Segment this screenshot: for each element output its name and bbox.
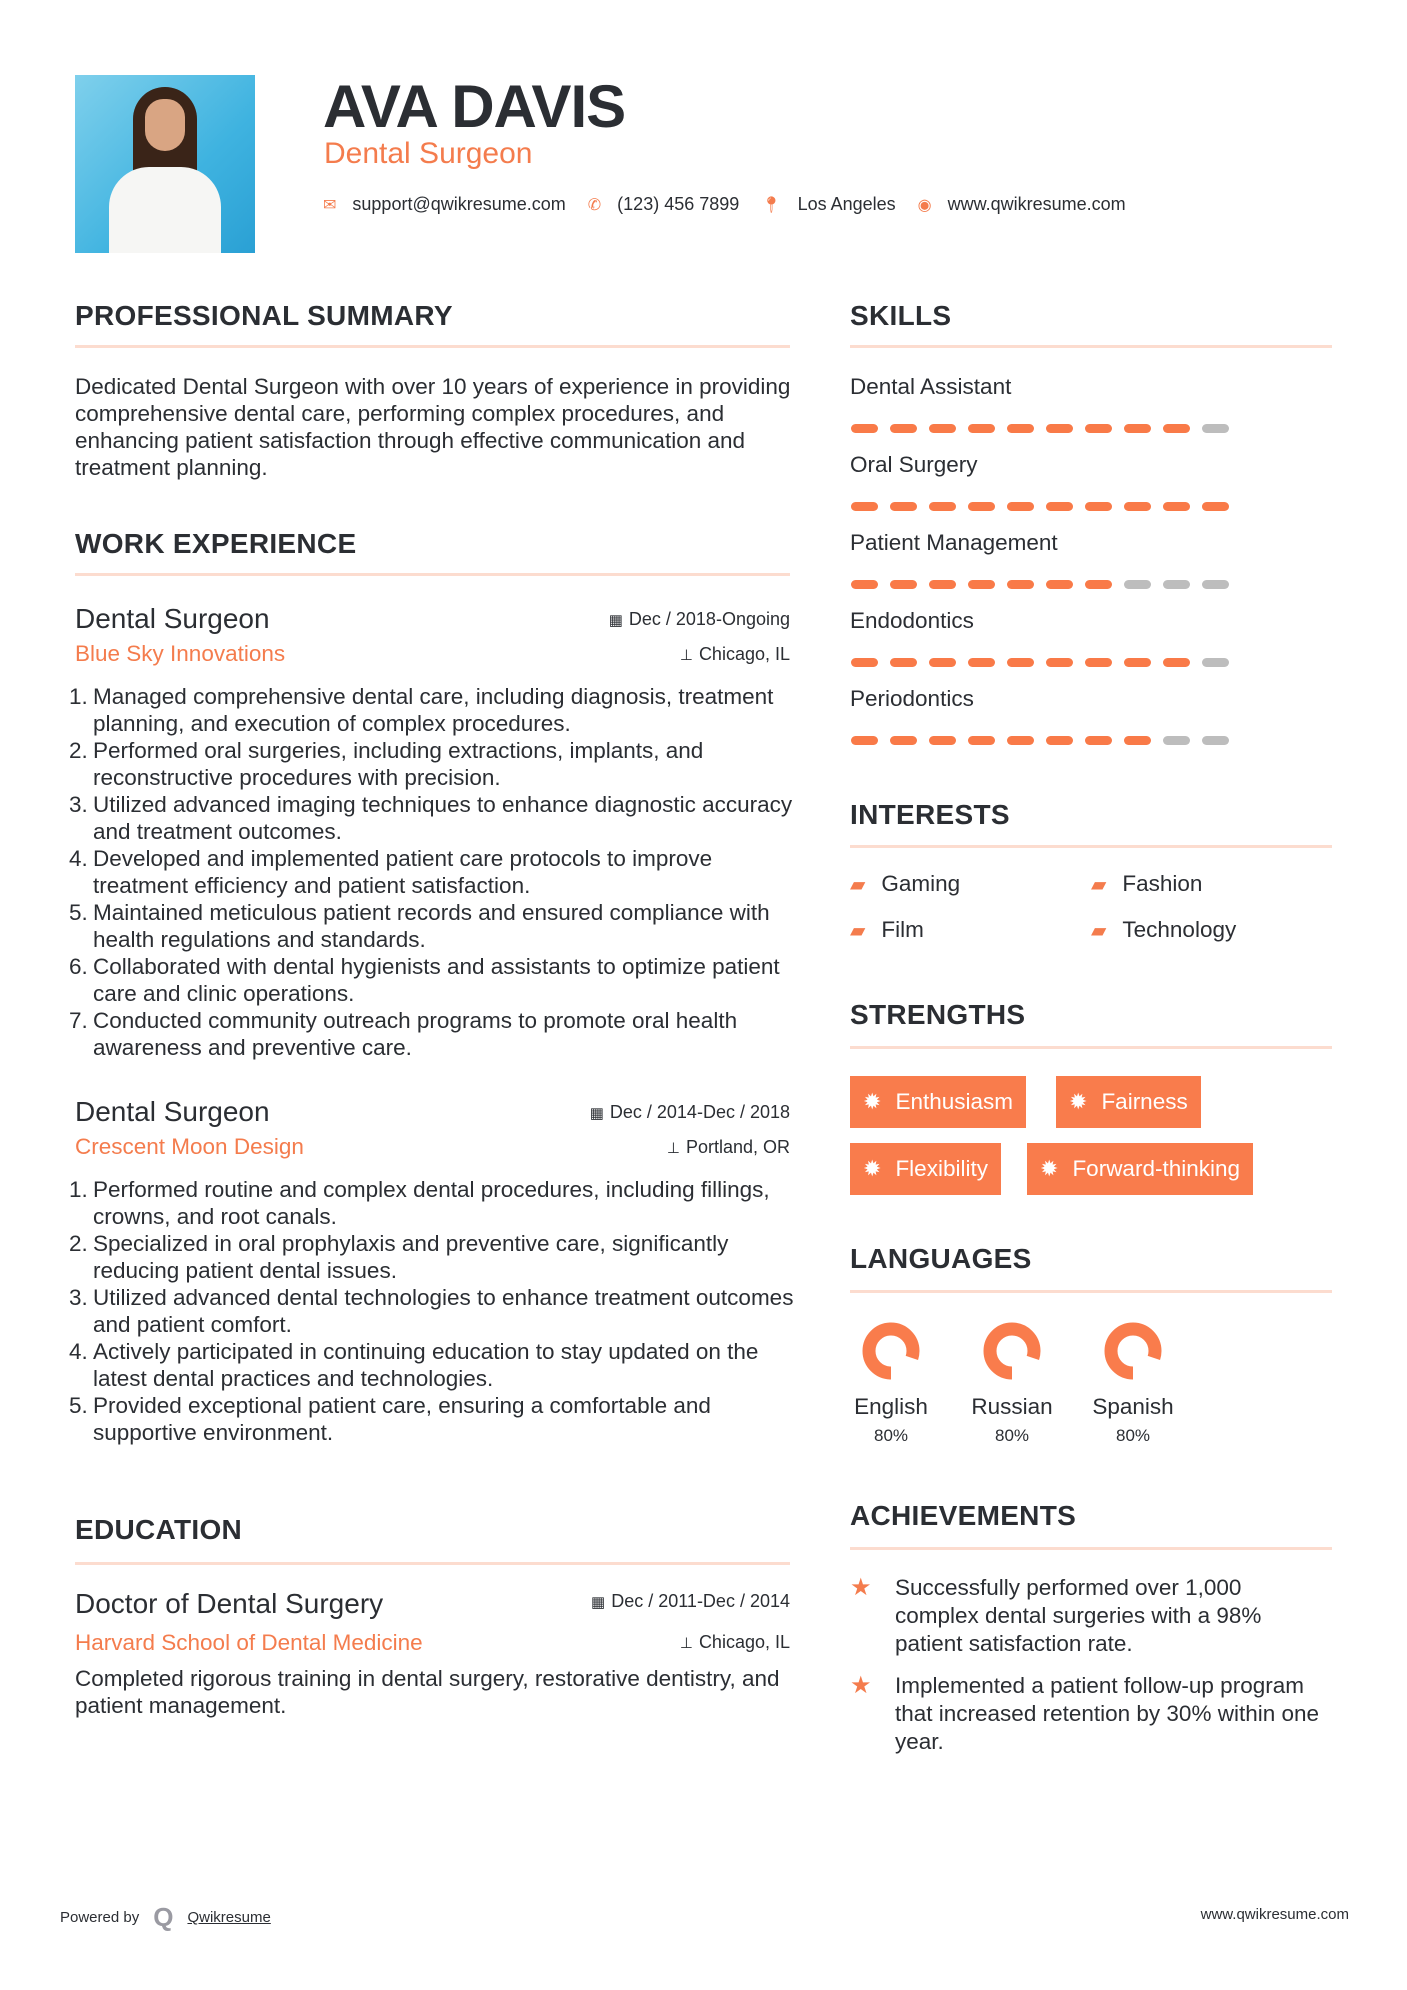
rating-dash-filled	[851, 736, 878, 745]
skill-rating	[851, 736, 1229, 745]
language-item	[1078, 1319, 1188, 1446]
rating-dash-filled	[1007, 658, 1034, 667]
education-dates-text: Dec / 2011-Dec / 2014	[611, 1591, 790, 1611]
skill-name: Oral Surgery	[850, 452, 978, 477]
rating-dash-filled	[1124, 502, 1151, 511]
language-name: Russian	[971, 1394, 1053, 1419]
rating-dash-empty	[1202, 736, 1229, 745]
strength-label: Forward-thinking	[1072, 1156, 1241, 1181]
qwikresume-logo-icon: Q	[153, 1902, 174, 1932]
skill-name: Patient Management	[850, 530, 1058, 555]
achievement-text: Successfully performed over 1,000 complex dental surgeries with a 98% patient satisfaction rate.	[895, 1575, 1262, 1656]
footer-powered	[60, 1902, 271, 1933]
powered-by-text: Powered by	[60, 1909, 140, 1926]
job-location	[490, 644, 790, 665]
rating-dash-filled	[929, 424, 956, 433]
brand-link[interactable]: Qwikresume	[187, 1909, 271, 1926]
divider	[850, 1547, 1332, 1550]
strength-label: Flexibility	[895, 1156, 988, 1181]
footer-website[interactable]: www.qwikresume.com	[1200, 1906, 1349, 1923]
summary-text: Dedicated Dental Surgeon with over 10 years of experience in providing comprehensive dental care, performing complex procedures, and enhancing patient satisfaction through effective communication and treatment planning.	[75, 374, 791, 480]
achievement-text: Implemented a patient follow-up program that increased retention by 30% within one year.	[895, 1673, 1320, 1754]
profile-photo	[75, 75, 255, 253]
strength-badge	[850, 1143, 1001, 1195]
strength-label: Fairness	[1101, 1089, 1188, 1114]
rating-dash-filled	[890, 736, 917, 745]
pin-icon: ⊥	[666, 1140, 680, 1157]
badge-icon: ✹	[863, 1089, 882, 1114]
achievements-heading: ACHIEVEMENTS	[850, 1500, 1077, 1531]
rating-dash-empty	[1202, 580, 1229, 589]
job-dates	[490, 609, 790, 630]
language-percent: 80%	[1115, 1426, 1151, 1445]
language-item	[836, 1319, 946, 1446]
list-item: Developed and implemented patient care protocols to improve treatment efficiency and patient satisfaction.	[93, 846, 713, 898]
job-title: Dental Surgeon	[75, 1096, 270, 1127]
rating-dash-filled	[1046, 502, 1073, 511]
education-text: Completed rigorous training in dental surgery, restorative dentistry, and patient management.	[75, 1666, 780, 1718]
rating-dash-filled	[1007, 502, 1034, 511]
rating-dash-filled	[929, 580, 956, 589]
rating-dash-filled	[1085, 502, 1112, 511]
education-heading: EDUCATION	[75, 1514, 243, 1545]
rating-dash-filled	[929, 502, 956, 511]
rating-dash-filled	[1124, 658, 1151, 667]
list-item: Conducted community outreach programs to promote oral health awareness and preventive care.	[93, 1008, 738, 1060]
rating-dash-filled	[968, 736, 995, 745]
pin-icon: ⊥	[679, 647, 693, 664]
strength-label: Enthusiasm	[895, 1089, 1013, 1114]
list-item: Actively participated in continuing education to stay updated on the latest dental practices and technologies.	[93, 1339, 759, 1391]
rating-dash-filled	[890, 502, 917, 511]
skill-name: Periodontics	[850, 686, 974, 711]
book-icon: ▰	[1091, 919, 1107, 942]
rating-dash-filled	[1202, 502, 1229, 511]
badge-icon: ✹	[1069, 1089, 1088, 1114]
rating-dash-filled	[851, 502, 878, 511]
badge-icon: ✹	[863, 1156, 882, 1181]
language-ring-wrap	[1078, 1319, 1188, 1388]
interests-heading: INTERESTS	[850, 799, 1010, 830]
rating-dash-filled	[1085, 736, 1112, 745]
job-location-text: Portland, OR	[685, 1137, 790, 1157]
work-heading: WORK EXPERIENCE	[75, 528, 357, 559]
job-dates-text: Dec / 2014-Dec / 2018	[609, 1102, 790, 1122]
skill-rating	[851, 424, 1229, 433]
website-link[interactable]: www.qwikresume.com	[947, 194, 1126, 214]
rating-dash-filled	[1046, 658, 1073, 667]
interest-item	[1091, 871, 1202, 897]
interest-item	[850, 871, 960, 897]
skill-rating	[851, 580, 1229, 589]
list-item: Performed oral surgeries, including extractions, implants, and reconstructive procedures with precision.	[93, 738, 704, 790]
star-icon: ★	[850, 1574, 872, 1601]
company-name: Crescent Moon Design	[75, 1134, 304, 1159]
list-item: Provided exceptional patient care, ensuring a comfortable and supportive environment.	[93, 1393, 711, 1445]
rating-dash-filled	[968, 424, 995, 433]
strengths-heading: STRENGTHS	[850, 999, 1026, 1030]
rating-dash-empty	[1202, 658, 1229, 667]
rating-dash-filled	[1124, 736, 1151, 745]
interest-item	[850, 917, 924, 943]
calendar-icon: ▦	[589, 1105, 604, 1122]
language-item	[957, 1319, 1067, 1446]
candidate-title: Dental Surgeon	[324, 137, 533, 170]
candidate-name: AVA DAVIS	[323, 73, 626, 140]
language-ring-wrap	[957, 1319, 1067, 1388]
rating-dash-filled	[1163, 424, 1190, 433]
interest-label: Gaming	[881, 871, 961, 896]
rating-dash-filled	[1085, 424, 1112, 433]
divider	[850, 1290, 1332, 1293]
rating-dash-filled	[851, 580, 878, 589]
list-item: Utilized advanced dental technologies to enhance treatment outcomes and patient comfort.	[93, 1285, 794, 1337]
rating-dash-empty	[1163, 736, 1190, 745]
job-location	[490, 1137, 790, 1158]
job-dates-text: Dec / 2018-Ongoing	[628, 609, 790, 629]
language-name: English	[854, 1394, 928, 1419]
rating-dash-filled	[851, 658, 878, 667]
contact-bar	[323, 194, 1148, 215]
rating-dash-filled	[1007, 736, 1034, 745]
rating-dash-empty	[1202, 424, 1229, 433]
list-item: Performed routine and complex dental procedures, including fillings, crowns, and root canals.	[93, 1177, 770, 1229]
globe-icon: ◉	[917, 196, 932, 214]
rating-dash-filled	[1163, 658, 1190, 667]
language-name: Spanish	[1092, 1394, 1174, 1419]
summary-heading: PROFESSIONAL SUMMARY	[75, 300, 453, 331]
rating-dash-filled	[890, 424, 917, 433]
divider	[850, 1046, 1332, 1049]
education-location	[490, 1632, 790, 1653]
language-ring-wrap	[836, 1319, 946, 1388]
strength-badge	[850, 1076, 1026, 1128]
rating-dash-filled	[1046, 736, 1073, 745]
interest-item	[1091, 917, 1236, 943]
divider	[850, 845, 1332, 848]
job-location-text: Chicago, IL	[698, 644, 790, 664]
education-location-text: Chicago, IL	[698, 1632, 790, 1652]
divider	[75, 1562, 790, 1565]
location-text: Los Angeles	[797, 194, 896, 214]
rating-dash-filled	[1124, 424, 1151, 433]
degree-title: Doctor of Dental Surgery	[75, 1588, 384, 1619]
skill-name: Endodontics	[850, 608, 974, 633]
job-duties-list	[75, 1176, 805, 1446]
book-icon: ▰	[1091, 873, 1107, 896]
education-dates	[490, 1591, 790, 1612]
rating-dash-filled	[968, 502, 995, 511]
interest-label: Fashion	[1122, 871, 1203, 896]
company-name: Blue Sky Innovations	[75, 641, 286, 666]
rating-dash-filled	[1085, 658, 1112, 667]
rating-dash-filled	[968, 580, 995, 589]
rating-dash-filled	[929, 736, 956, 745]
strength-badge	[1056, 1076, 1201, 1128]
language-percent: 80%	[873, 1426, 909, 1445]
rating-dash-filled	[1046, 580, 1073, 589]
interest-label: Film	[881, 917, 924, 942]
languages-heading: LANGUAGES	[850, 1243, 1032, 1274]
divider	[850, 345, 1332, 348]
phone-icon: ✆	[587, 196, 602, 214]
pin-icon: ⊥	[679, 1635, 693, 1652]
job-duties-list	[75, 683, 805, 1061]
rating-dash-filled	[851, 424, 878, 433]
list-item: Utilized advanced imaging techniques to enhance diagnostic accuracy and treatment outcomes.	[93, 792, 793, 844]
rating-dash-filled	[890, 580, 917, 589]
achievement-item	[850, 1672, 1320, 1756]
calendar-icon: ▦	[591, 1594, 606, 1611]
list-item: Specialized in oral prophylaxis and preventive care, significantly reducing patient dental issues.	[93, 1231, 729, 1283]
rating-dash-filled	[1046, 424, 1073, 433]
rating-dash-filled	[1007, 580, 1034, 589]
interest-label: Technology	[1122, 917, 1237, 942]
rating-dash-empty	[1163, 580, 1190, 589]
list-item: Collaborated with dental hygienists and assistants to optimize patient care and clinic operations.	[93, 954, 780, 1006]
job-dates	[490, 1102, 790, 1123]
language-percent: 80%	[994, 1426, 1030, 1445]
language-ring	[980, 1319, 1044, 1383]
email-link[interactable]: support@qwikresume.com	[352, 194, 566, 214]
list-item: Maintained meticulous patient records and ensured compliance with health regulations and standards.	[93, 900, 770, 952]
skill-rating	[851, 658, 1229, 667]
phone-text: (123) 456 7899	[617, 194, 740, 214]
book-icon: ▰	[850, 873, 866, 896]
calendar-icon: ▦	[608, 612, 623, 629]
language-ring	[859, 1319, 923, 1383]
achievement-item	[850, 1574, 1320, 1658]
book-icon: ▰	[850, 919, 866, 942]
rating-dash-filled	[929, 658, 956, 667]
skill-name: Dental Assistant	[850, 374, 1012, 399]
rating-dash-filled	[1163, 502, 1190, 511]
rating-dash-filled	[968, 658, 995, 667]
school-name: Harvard School of Dental Medicine	[75, 1630, 423, 1655]
list-item: Managed comprehensive dental care, including diagnosis, treatment planning, and execution of complex procedures.	[93, 684, 774, 736]
job-title: Dental Surgeon	[75, 603, 270, 634]
language-ring	[1101, 1319, 1165, 1383]
rating-dash-filled	[1085, 580, 1112, 589]
star-icon: ★	[850, 1672, 872, 1699]
location-icon: 📍︎	[761, 196, 782, 214]
divider	[75, 573, 790, 576]
skills-heading: SKILLS	[850, 300, 952, 331]
skill-rating	[851, 502, 1229, 511]
badge-icon: ✹	[1040, 1156, 1059, 1181]
divider	[75, 345, 790, 348]
rating-dash-filled	[890, 658, 917, 667]
rating-dash-filled	[1007, 424, 1034, 433]
strength-badge	[1027, 1143, 1253, 1195]
rating-dash-empty	[1124, 580, 1151, 589]
email-icon: ✉	[323, 196, 337, 214]
